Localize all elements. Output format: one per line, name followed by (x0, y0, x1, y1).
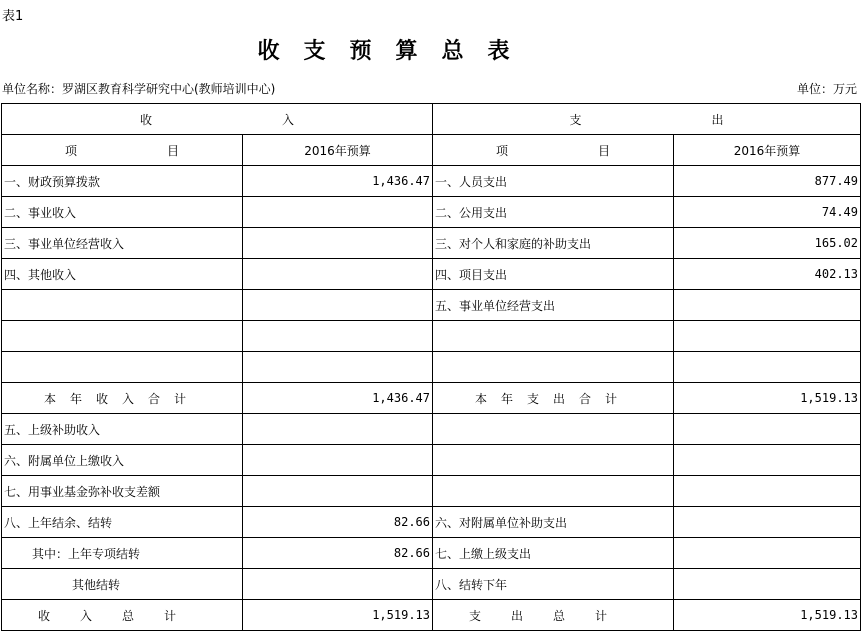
table-row (2, 166, 861, 197)
expense-item (433, 414, 674, 445)
budget-summary-table (1, 103, 861, 631)
income-item (2, 321, 243, 352)
year-expense-total-value: 1,519.13 (674, 383, 861, 414)
table-row (2, 507, 861, 538)
income-item: 五、上级补助收入 (2, 414, 243, 445)
document-title: 收支预算总表 (257, 39, 534, 64)
table-number-label: 表1 (2, 9, 24, 24)
year-income-total-value: 1,436.47 (243, 383, 433, 414)
table-row (2, 569, 861, 600)
income-item: 六、附属单位上缴收入 (2, 445, 243, 476)
income-item-char1: 项 (64, 143, 77, 158)
expense-item: 四、项目支出 (433, 259, 674, 290)
expense-value (674, 569, 861, 600)
income-value (243, 228, 433, 259)
expense-value: 165.02 (674, 228, 861, 259)
income-item-char2: 目 (167, 143, 180, 158)
expense-item-char1: 项 (495, 143, 508, 158)
income-value (243, 476, 433, 507)
expense-item (433, 352, 674, 383)
income-item: 一、财政预算拨款 (2, 166, 243, 197)
expense-value: 402.13 (674, 259, 861, 290)
year-income-total-label: 本年收入合计 (2, 383, 243, 414)
table-row (2, 259, 861, 290)
income-value (243, 445, 433, 476)
income-value (243, 197, 433, 228)
income-item: 二、事业收入 (2, 197, 243, 228)
expense-item-char2: 目 (598, 143, 611, 158)
column-header-row (2, 135, 861, 166)
grand-expense-total-label: 支出总计 (433, 600, 674, 631)
income-header-char1: 收 (139, 112, 152, 127)
table-row (2, 538, 861, 569)
table-row (2, 228, 861, 259)
income-value (243, 569, 433, 600)
table-row (2, 476, 861, 507)
expense-item-header (433, 135, 674, 166)
income-value (243, 414, 433, 445)
expense-item (433, 476, 674, 507)
expense-item: 七、上缴上级支出 (433, 538, 674, 569)
expense-value (674, 414, 861, 445)
expense-value (674, 476, 861, 507)
expense-value (674, 507, 861, 538)
expense-value (674, 321, 861, 352)
expense-value (674, 445, 861, 476)
expense-value (674, 352, 861, 383)
year-total-row (2, 383, 861, 414)
expense-header-char1: 支 (569, 112, 582, 127)
income-value: 82.66 (243, 538, 433, 569)
income-item (2, 290, 243, 321)
expense-header-char2: 出 (711, 112, 724, 127)
income-value: 1,436.47 (243, 166, 433, 197)
expense-item (433, 445, 674, 476)
income-value: 82.66 (243, 507, 433, 538)
expense-value: 877.49 (674, 166, 861, 197)
table-row (2, 352, 861, 383)
income-section-header (2, 104, 433, 135)
grand-income-total-label: 收入总计 (2, 600, 243, 631)
income-item: 其中：上年专项结转 (2, 538, 243, 569)
expense-value (674, 290, 861, 321)
income-value (243, 259, 433, 290)
table-row (2, 414, 861, 445)
expense-item: 二、公用支出 (433, 197, 674, 228)
unit-name-label: 单位名称：罗湖区教育科学研究中心(教师培训中心) (2, 82, 276, 96)
income-value (243, 290, 433, 321)
income-item (2, 352, 243, 383)
table-row (2, 197, 861, 228)
section-header-row (2, 104, 861, 135)
income-value (243, 352, 433, 383)
table-row (2, 445, 861, 476)
grand-income-total-value: 1,519.13 (243, 600, 433, 631)
income-item: 七、用事业基金弥补收支差额 (2, 476, 243, 507)
grand-expense-total-value: 1,519.13 (674, 600, 861, 631)
expense-item: 五、事业单位经营支出 (433, 290, 674, 321)
income-header-char2: 入 (282, 112, 295, 127)
expense-item: 六、对附属单位补助支出 (433, 507, 674, 538)
income-budget-header: 2016年预算 (243, 135, 433, 166)
expense-budget-header: 2016年预算 (674, 135, 861, 166)
year-expense-total-label: 本年支出合计 (433, 383, 674, 414)
expense-value (674, 538, 861, 569)
income-item: 三、事业单位经营收入 (2, 228, 243, 259)
expense-item: 一、人员支出 (433, 166, 674, 197)
expense-item (433, 321, 674, 352)
income-value (243, 321, 433, 352)
income-item-header (2, 135, 243, 166)
income-item: 其他结转 (2, 569, 243, 600)
expense-section-header (433, 104, 861, 135)
table-row (2, 321, 861, 352)
grand-total-row (2, 600, 861, 631)
income-item: 八、上年结余、结转 (2, 507, 243, 538)
table-row (2, 290, 861, 321)
expense-value: 74.49 (674, 197, 861, 228)
income-item: 四、其他收入 (2, 259, 243, 290)
expense-item: 八、结转下年 (433, 569, 674, 600)
currency-unit-label: 单位：万元 (796, 82, 857, 96)
expense-item: 三、对个人和家庭的补助支出 (433, 228, 674, 259)
